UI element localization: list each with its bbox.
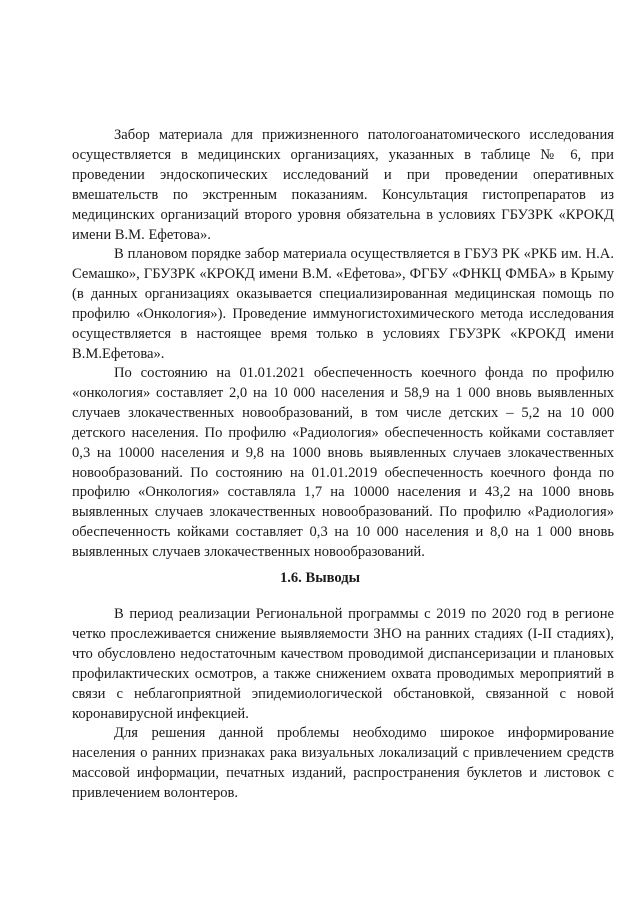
section-heading-conclusions: 1.6. Выводы <box>279 570 361 586</box>
paragraph-conclusion-detection: В период реализации Региональной программы с 2019 по 2020 год в регионе четко прослеживается снижение выявляемости ЗНО на ранних стадиях (I-II стадиях), что обусловлено недостаточным качеством проводимой диспансеризации и плановых профилактических осмотров, а также снижением охвата проводимых мероприятий в связи с неблагоприятной эпидемиологической обстановкой, связанной с новой коронавирусной инфекцией. <box>72 606 614 722</box>
paragraph-conclusion-awareness: Для решения данной проблемы необходимо широкое информирование населения о ранних признаках рака визуальных локализаций с привлечением средств массовой информации, печатных изданий, распространения буклетов и листовок с привлечением волонтеров. <box>72 725 614 801</box>
paragraph-bed-capacity: По состоянию на 01.01.2021 обеспеченность коечного фонда по профилю «онкология» составляет 2,0 на 10 000 населения и 58,9 на 1 000 вновь выявленных случаев злокачественных новообразований, в том числе детских – 5,2 на 10 000 детского населения. По профилю «Радиология» обеспеченность койками составляет 0,3 на 10000 населения и 9,8 на 1000 вновь выявленных случаев злокачественных новообразований. По состоянию на 01.01.2019 обеспеченность коечного фонда по профилю «Онкология» составляла 1,7 на 10000 населения и 43,2 на 1000 вновь выявленных случаев злокачественных новообразований. По профилю «Радиология» обеспеченность койками составляет 0,3 на 10 000 населения и 8,0 на 1 000 вновь выявленных случаев злокачественных новообразований. <box>72 365 614 561</box>
paragraph-planned-sampling: В плановом порядке забор материала осуществляется в ГБУЗ РК «РКБ им. Н.А. Семашко», ГБУЗРК «КРОКД имени В.М. «Ефетова», ФГБУ «ФНКЦ ФМБА» в Крыму (в данных организациях оказывается специализированная медицинская помощь по профилю «Онкология»). Проведение иммуногистохимического метода исследования осуществляется в настоящее время только в условиях ГБУЗРК «КРОКД имени В.М.Ефетова». <box>72 246 614 362</box>
paragraph-pathology-sampling: Забор материала для прижизненного патологоанатомического исследования осуществляется в медицинских организациях, указанных в таблице № 6, при проведении эндоскопических исследований и при проведении оперативных вмешательств по экстренным показаниям. Консультация гистопрепаратов из медицинских организаций второго уровня обязательна в условиях ГБУЗРК «КРОКД имени В.М. Ефетова». <box>72 127 614 243</box>
